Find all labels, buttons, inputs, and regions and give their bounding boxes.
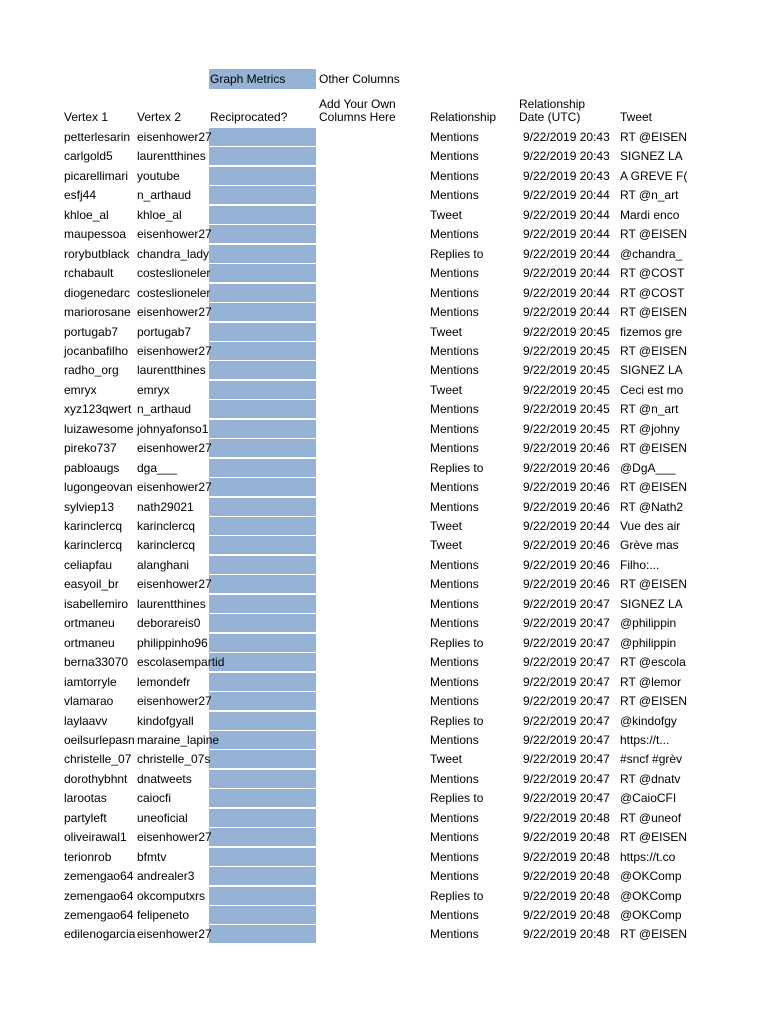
col-header-reciprocated[interactable]: Reciprocated? [210, 110, 288, 124]
vertex1-cell[interactable]: terionrob [64, 849, 112, 864]
vertex2-cell[interactable]: okcomputxrs [137, 888, 206, 903]
vertex2-cell[interactable]: eisenhower27 [137, 130, 212, 144]
relationship-cell[interactable]: Mentions [430, 441, 479, 456]
date-cell[interactable]: 9/22/2019 20:44 [523, 188, 610, 203]
date-cell[interactable]: 9/22/2019 20:44 [523, 519, 610, 533]
tweet-cell[interactable]: RT @COST [620, 285, 685, 300]
vertex2-cell[interactable]: bfmtv [137, 849, 167, 864]
date-cell[interactable]: 9/22/2019 20:43 [523, 130, 610, 144]
date-cell[interactable]: 9/22/2019 20:44 [523, 207, 610, 222]
col-header-relationship[interactable]: Relationship [430, 110, 497, 124]
date-cell[interactable]: 9/22/2019 20:44 [523, 227, 610, 242]
tweet-cell[interactable]: @OKComp [620, 908, 682, 922]
vertex2-cell[interactable]: dga___ [137, 460, 178, 475]
vertex1-cell[interactable]: rchabault [64, 266, 114, 281]
date-cell[interactable]: 9/22/2019 20:45 [523, 363, 610, 378]
vertex2-cell[interactable]: eisenhower27 [137, 441, 212, 456]
vertex2-cell[interactable]: nath29021 [137, 499, 194, 514]
vertex1-cell[interactable]: karinclercq [64, 538, 123, 553]
vertex1-cell[interactable]: partyleft [64, 810, 107, 825]
tweet-cell[interactable]: #sncf #grèv [620, 752, 683, 767]
date-cell[interactable]: 9/22/2019 20:48 [523, 888, 610, 903]
vertex1-cell[interactable]: zemengao64 [64, 869, 134, 884]
vertex2-cell[interactable]: felipeneto [137, 908, 190, 922]
vertex1-cell[interactable]: laylaavv [64, 713, 108, 728]
date-cell[interactable]: 9/22/2019 20:47 [523, 655, 610, 670]
vertex2-cell[interactable]: emryx [137, 382, 170, 397]
tweet-cell[interactable]: RT @EISEN [620, 343, 688, 358]
relationship-cell[interactable]: Mentions [430, 421, 479, 436]
relationship-cell[interactable]: Mentions [430, 674, 479, 689]
vertex1-cell[interactable]: petterlesarin [64, 130, 131, 144]
tweet-cell[interactable]: RT @johny [620, 421, 680, 436]
relationship-cell[interactable]: Mentions [430, 285, 479, 300]
vertex2-cell[interactable]: laurentthines [137, 149, 206, 164]
other-columns-label: Other Columns [319, 72, 400, 86]
vertex2-cell[interactable]: khloe_al [137, 207, 182, 222]
vertex2-cell[interactable]: youtube [137, 168, 180, 183]
date-cell[interactable]: 9/22/2019 20:46 [523, 538, 610, 553]
tweet-cell[interactable]: RT @uneof [620, 810, 682, 825]
vertex1-cell[interactable]: karinclercq [64, 519, 123, 533]
relationship-cell[interactable]: Replies to [430, 460, 484, 475]
vertex1-cell[interactable]: rorybutblack [64, 246, 130, 261]
date-cell[interactable]: 9/22/2019 20:44 [523, 285, 610, 300]
relationship-cell[interactable]: Mentions [430, 810, 479, 825]
tweet-cell[interactable]: Mardi enco [620, 207, 680, 222]
vertex2-cell[interactable]: n_arthaud [137, 188, 192, 203]
date-cell[interactable]: 9/22/2019 20:47 [523, 732, 610, 747]
tweet-cell[interactable]: RT @EISEN [620, 227, 688, 242]
tweet-cell[interactable]: Vue des air [620, 519, 681, 533]
date-cell[interactable]: 9/22/2019 20:48 [523, 810, 610, 825]
vertex1-cell[interactable]: picarellimari [64, 168, 129, 183]
relationship-cell[interactable]: Mentions [430, 830, 479, 845]
relationship-cell[interactable]: Mentions [430, 849, 479, 864]
vertex2-cell[interactable]: portugab7 [137, 324, 192, 339]
relationship-cell[interactable]: Mentions [430, 266, 479, 281]
vertex2-cell[interactable]: costeslioneler [137, 285, 211, 300]
date-cell[interactable]: 9/22/2019 20:48 [523, 830, 610, 845]
relationship-cell[interactable]: Replies to [430, 246, 484, 261]
vertex2-cell[interactable]: alanghani [137, 557, 190, 572]
vertex1-cell[interactable]: easyoil_br [64, 577, 119, 592]
vertex1-cell[interactable]: sylviep13 [64, 499, 115, 514]
tweet-cell[interactable]: @kindofgy [620, 713, 677, 728]
vertex1-cell[interactable]: maupessoa [64, 227, 127, 242]
tweet-cell[interactable]: fizemos gre [620, 324, 683, 339]
vertex1-cell[interactable]: portugab7 [64, 324, 119, 339]
vertex1-cell[interactable]: carlgold5 [64, 149, 113, 164]
relationship-cell[interactable]: Mentions [430, 149, 479, 164]
relationship-cell[interactable]: Mentions [430, 402, 479, 417]
relationship-cell[interactable]: Mentions [430, 343, 479, 358]
vertex1-cell[interactable]: berna33070 [64, 655, 129, 670]
vertex1-cell[interactable]: pabloaugs [64, 460, 120, 475]
date-cell[interactable]: 9/22/2019 20:45 [523, 324, 610, 339]
tweet-cell[interactable]: RT @dnatv [620, 771, 681, 786]
relationship-cell[interactable]: Mentions [430, 771, 479, 786]
tweet-cell[interactable]: RT @EISEN [620, 577, 688, 592]
col-header-tweet[interactable]: Tweet [620, 110, 653, 124]
vertex1-cell[interactable]: zemengao64 [64, 888, 134, 903]
relationship-cell[interactable]: Replies to [430, 791, 484, 806]
vertex2-cell[interactable]: andrealer3 [137, 869, 195, 884]
date-cell[interactable]: 9/22/2019 20:47 [523, 771, 610, 786]
vertex1-cell[interactable]: pireko737 [64, 441, 117, 456]
date-cell[interactable]: 9/22/2019 20:45 [523, 382, 610, 397]
relationship-cell[interactable]: Mentions [430, 577, 479, 592]
vertex2-cell[interactable]: laurentthines [137, 596, 206, 611]
vertex1-cell[interactable]: diogenedarc [64, 285, 131, 300]
tweet-cell[interactable]: RT @EISEN [620, 305, 688, 320]
tweet-cell[interactable]: RT @EISEN [620, 480, 688, 495]
tweet-cell[interactable]: SIGNEZ LA [620, 596, 683, 611]
vertex2-cell[interactable]: eisenhower27 [137, 227, 212, 242]
date-cell[interactable]: 9/22/2019 20:46 [523, 577, 610, 592]
date-cell[interactable]: 9/22/2019 20:47 [523, 713, 610, 728]
vertex1-cell[interactable]: radho_org [64, 363, 119, 378]
col-header-vertex1[interactable]: Vertex 1 [64, 110, 109, 124]
date-cell[interactable]: 9/22/2019 20:44 [523, 246, 610, 261]
date-cell[interactable]: 9/22/2019 20:47 [523, 791, 610, 806]
relationship-cell[interactable]: Mentions [430, 694, 479, 709]
vertex1-cell[interactable]: isabellemiro [64, 596, 129, 611]
vertex1-cell[interactable]: dorothybhnt [64, 771, 128, 786]
tweet-cell[interactable]: Grève mas [620, 538, 679, 553]
relationship-cell[interactable]: Replies to [430, 888, 484, 903]
tweet-cell[interactable]: RT @COST [620, 266, 685, 281]
date-cell[interactable]: 9/22/2019 20:46 [523, 480, 610, 495]
tweet-cell[interactable]: RT @escola [620, 655, 686, 670]
date-cell[interactable]: 9/22/2019 20:47 [523, 674, 610, 689]
vertex2-cell[interactable]: n_arthaud [137, 402, 192, 417]
vertex2-cell[interactable]: christelle_07s [137, 752, 211, 767]
vertex1-cell[interactable]: larootas [64, 791, 107, 806]
vertex1-cell[interactable]: esfj44 [64, 188, 97, 203]
vertex1-cell[interactable]: emryx [64, 382, 97, 397]
relationship-cell[interactable]: Replies to [430, 713, 484, 728]
relationship-cell[interactable]: Mentions [430, 869, 479, 884]
relationship-cell[interactable]: Mentions [430, 596, 479, 611]
vertex1-cell[interactable]: luizawesome [64, 421, 134, 436]
col-header-vertex2[interactable]: Vertex 2 [137, 110, 182, 124]
date-cell[interactable]: 9/22/2019 20:47 [523, 596, 610, 611]
relationship-cell[interactable]: Mentions [430, 188, 479, 203]
relationship-cell[interactable]: Replies to [430, 635, 484, 650]
vertex2-cell[interactable]: philippinho96 [137, 635, 208, 650]
tweet-cell[interactable]: SIGNEZ LA [620, 149, 683, 164]
vertex1-cell[interactable]: jocanbafilho [64, 343, 129, 358]
relationship-cell[interactable]: Tweet [430, 752, 463, 767]
tweet-cell[interactable]: A GREVE F( [620, 168, 688, 183]
col-header-date-line1[interactable]: Relationship [519, 97, 586, 111]
vertex2-cell[interactable]: caiocfi [137, 791, 172, 806]
col-header-add-own-line1[interactable]: Add Your Own [319, 97, 396, 111]
relationship-cell[interactable]: Tweet [430, 324, 463, 339]
date-cell[interactable]: 9/22/2019 20:47 [523, 616, 610, 631]
vertex1-cell[interactable]: khloe_al [64, 207, 109, 222]
vertex2-cell[interactable]: lemondefr [137, 674, 191, 689]
vertex2-cell[interactable]: eisenhower27 [137, 927, 212, 942]
tweet-cell[interactable]: RT @EISEN [620, 130, 688, 144]
vertex2-cell[interactable]: maraine_lapine [137, 732, 220, 747]
vertex2-cell[interactable]: eisenhower27 [137, 694, 212, 709]
vertex2-cell[interactable]: laurentthines [137, 363, 206, 378]
relationship-cell[interactable]: Mentions [430, 499, 479, 514]
vertex1-cell[interactable]: ortmaneu [64, 635, 115, 650]
date-cell[interactable]: 9/22/2019 20:45 [523, 402, 610, 417]
relationship-cell[interactable]: Tweet [430, 382, 463, 397]
tweet-cell[interactable]: @philippin [620, 616, 677, 631]
vertex2-cell[interactable]: karinclercq [137, 519, 196, 533]
relationship-cell[interactable]: Mentions [430, 655, 479, 670]
vertex2-cell[interactable]: karinclercq [137, 538, 196, 553]
relationship-cell[interactable]: Mentions [430, 732, 479, 747]
vertex1-cell[interactable]: iamtorryle [64, 674, 117, 689]
relationship-cell[interactable]: Tweet [430, 519, 463, 533]
relationship-cell[interactable]: Mentions [430, 130, 479, 144]
tweet-cell[interactable]: @CaioCFI [620, 791, 677, 806]
vertex2-cell[interactable]: eisenhower27 [137, 577, 212, 592]
tweet-cell[interactable]: RT @lemor [620, 674, 682, 689]
vertex2-cell[interactable]: costeslioneler [137, 266, 211, 281]
relationship-cell[interactable]: Mentions [430, 363, 479, 378]
vertex2-cell[interactable]: eisenhower27 [137, 830, 212, 845]
vertex2-cell[interactable]: johnyafonso1 [137, 421, 209, 436]
tweet-cell[interactable]: Ceci est mo [620, 382, 684, 397]
tweet-cell[interactable]: RT @EISEN [620, 927, 688, 942]
tweet-cell[interactable]: https://t... [620, 732, 670, 747]
vertex2-cell[interactable]: eisenhower27 [137, 480, 212, 495]
tweet-cell[interactable]: RT @n_art [620, 402, 679, 417]
relationship-cell[interactable]: Mentions [430, 557, 479, 572]
date-cell[interactable]: 9/22/2019 20:45 [523, 343, 610, 358]
vertex1-cell[interactable]: vlamarao [64, 694, 114, 709]
vertex1-cell[interactable]: lugongeovan [64, 480, 133, 495]
tweet-cell[interactable]: SIGNEZ LA [620, 363, 683, 378]
relationship-cell[interactable]: Mentions [430, 927, 479, 942]
vertex1-cell[interactable]: mariorosane [64, 305, 131, 320]
vertex1-cell[interactable]: celiapfau [64, 557, 113, 572]
col-header-add-own-line2[interactable]: Columns Here [319, 110, 396, 124]
tweet-cell[interactable]: Filho:... [620, 557, 660, 572]
vertex2-cell[interactable]: dnatweets [137, 771, 192, 786]
vertex1-cell[interactable]: xyz123qwert [64, 402, 132, 417]
vertex1-cell[interactable]: zemengao64 [64, 908, 134, 922]
relationship-cell[interactable]: Mentions [430, 168, 479, 183]
relationship-cell[interactable]: Mentions [430, 480, 479, 495]
relationship-cell[interactable]: Tweet [430, 538, 463, 553]
date-cell[interactable]: 9/22/2019 20:47 [523, 694, 610, 709]
vertex2-cell[interactable]: uneoficial [137, 810, 188, 825]
tweet-cell[interactable]: @chandra_ [620, 246, 683, 261]
tweet-cell[interactable]: @philippin [620, 635, 677, 650]
tweet-cell[interactable]: @DgA___ [620, 460, 676, 475]
tweet-cell[interactable]: RT @EISEN [620, 694, 688, 709]
graph-metrics-label: Graph Metrics [210, 72, 286, 86]
tweet-cell[interactable]: RT @EISEN [620, 830, 688, 845]
vertex1-cell[interactable]: oeilsurlepasn [64, 732, 135, 747]
relationship-cell[interactable]: Tweet [430, 207, 463, 222]
vertex2-cell[interactable]: eisenhower27 [137, 305, 212, 320]
date-cell[interactable]: 9/22/2019 20:44 [523, 266, 610, 281]
tweet-cell[interactable]: @OKComp [620, 888, 682, 903]
date-cell[interactable]: 9/22/2019 20:48 [523, 927, 610, 942]
vertex2-cell[interactable]: kindofgyall [137, 713, 194, 728]
relationship-cell[interactable]: Mentions [430, 616, 479, 631]
date-cell[interactable]: 9/22/2019 20:48 [523, 908, 610, 922]
date-cell[interactable]: 9/22/2019 20:43 [523, 168, 610, 183]
relationship-cell[interactable]: Mentions [430, 227, 479, 242]
relationship-cell[interactable]: Mentions [430, 305, 479, 320]
col-header-date-line2[interactable]: Date (UTC) [519, 110, 581, 124]
date-cell[interactable]: 9/22/2019 20:46 [523, 557, 610, 572]
vertex2-cell[interactable]: eisenhower27 [137, 343, 212, 358]
date-cell[interactable]: 9/22/2019 20:46 [523, 441, 610, 456]
tweet-cell[interactable]: RT @Nath2 [620, 499, 684, 514]
date-cell[interactable]: 9/22/2019 20:47 [523, 752, 610, 767]
vertex1-cell[interactable]: edilenogarcia [64, 927, 136, 942]
date-cell[interactable]: 9/22/2019 20:43 [523, 149, 610, 164]
vertex1-cell[interactable]: oliveirawal1 [64, 830, 127, 845]
date-cell[interactable]: 9/22/2019 20:46 [523, 499, 610, 514]
tweet-cell[interactable]: @OKComp [620, 869, 682, 884]
relationship-cell[interactable]: Mentions [430, 908, 479, 922]
vertex2-cell[interactable]: chandra_lady [137, 246, 210, 261]
date-cell[interactable]: 9/22/2019 20:46 [523, 460, 610, 475]
date-cell[interactable]: 9/22/2019 20:47 [523, 635, 610, 650]
tweet-cell[interactable]: RT @n_art [620, 188, 679, 203]
vertex2-cell[interactable]: deborareis0 [137, 616, 201, 631]
date-cell[interactable]: 9/22/2019 20:48 [523, 849, 610, 864]
vertex1-cell[interactable]: ortmaneu [64, 616, 115, 631]
tweet-cell[interactable]: RT @EISEN [620, 441, 688, 456]
date-cell[interactable]: 9/22/2019 20:45 [523, 421, 610, 436]
date-cell[interactable]: 9/22/2019 20:48 [523, 869, 610, 884]
tweet-cell[interactable]: https://t.co [620, 849, 676, 864]
vertex2-cell[interactable]: escolasempartid [137, 655, 225, 670]
date-cell[interactable]: 9/22/2019 20:44 [523, 305, 610, 320]
vertex1-cell[interactable]: christelle_07 [64, 752, 132, 767]
